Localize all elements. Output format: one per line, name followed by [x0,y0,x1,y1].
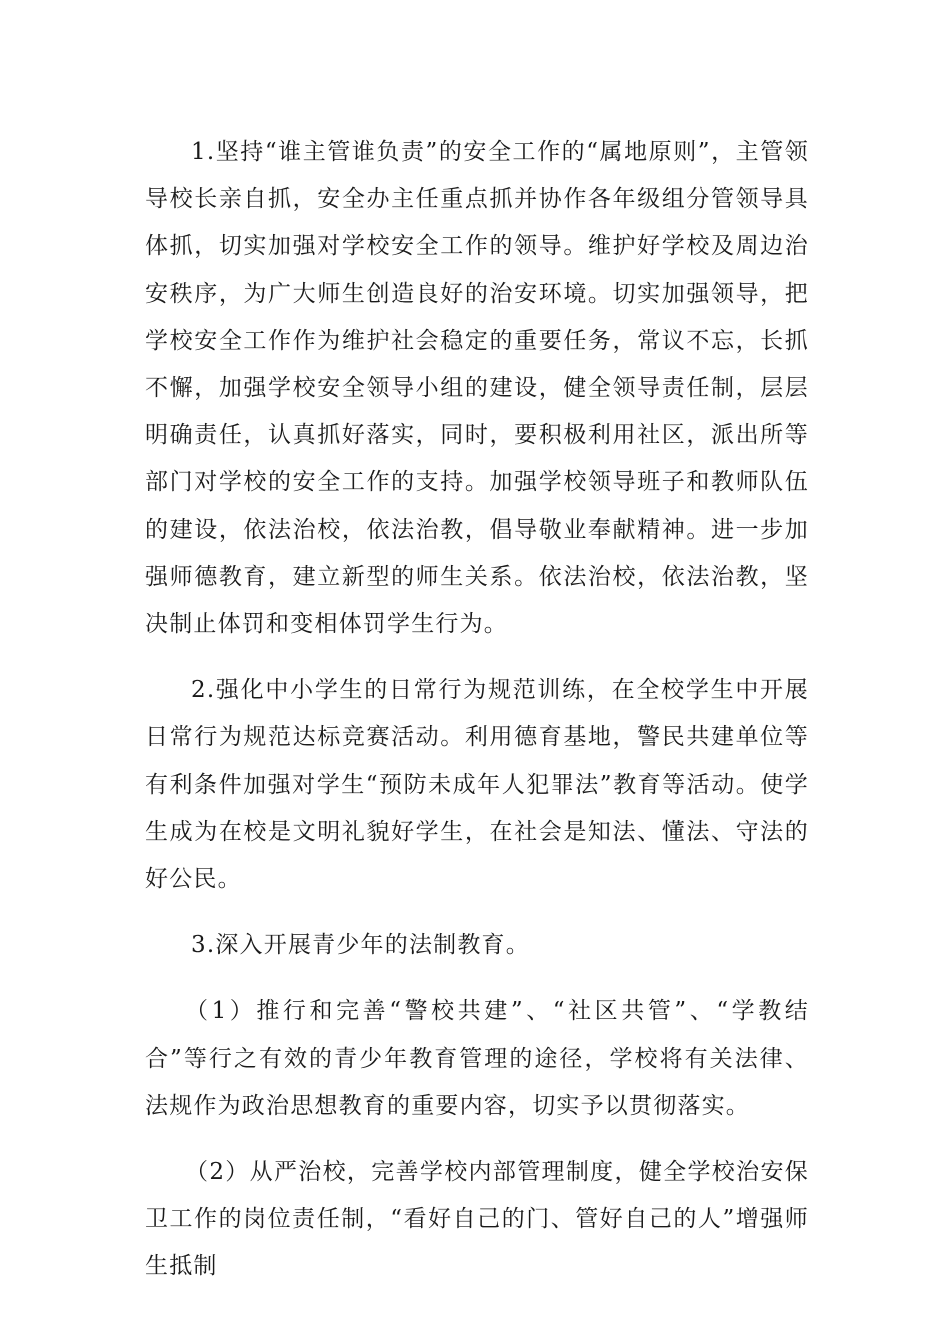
paragraph-4: （1）推行和完善“警校共建”、“社区共管”、“学教结合”等行之有效的青少年教育管理的途径，学校将有关法律、法规作为政治思想教育的重要内容，切实予以贯彻落实。 [145,998,809,1119]
paragraph-3: 3.深入开展青少年的法制教育。 [191,932,530,959]
paragraph-5: （2）从严治校，完善学校内部管理制度，健全学校治安保卫工作的岗位责任制，“看好自己的门、管好自己的人”增强师生抵制 [145,1159,809,1280]
document-body [145,129,809,1310]
paragraph-1: 1.坚持“谁主管谁负责”的安全工作的“属地原则”，主管领导校长亲自抓，安全办主任重点抓并协作各年级组分管领导具体抓，切实加强对学校安全工作的领导。维护好学校及周边治安秩序，为广大师生创造良好的治安环境。切实加强领导，把学校安全工作作为维护社会稳定的重要任务，常议不忘，长抓不懈，加强学校安全领导小组的建设，健全领导责任制，层层明确责任，认真抓好落实，同时，要积极利用社区，派出所等部门对学校的安全工作的支持。加强学校领导班子和教师队伍的建设，依法治校，依法治教，倡导敬业奉献精神。进一步加强师德教育，建立新型的师生关系。依法治校，依法治教，坚决制止体罚和变相体罚学生行为。 [145,139,809,638]
paragraph-2: 2.强化中小学生的日常行为规范训练，在全校学生中开展日常行为规范达标竞赛活动。利用德育基地，警民共建单位等有利条件加强对学生“预防未成年人犯罪法”教育等活动。使学生成为在校是文明礼貌好学生，在社会是知法、懂法、守法的好公民。 [145,677,809,893]
